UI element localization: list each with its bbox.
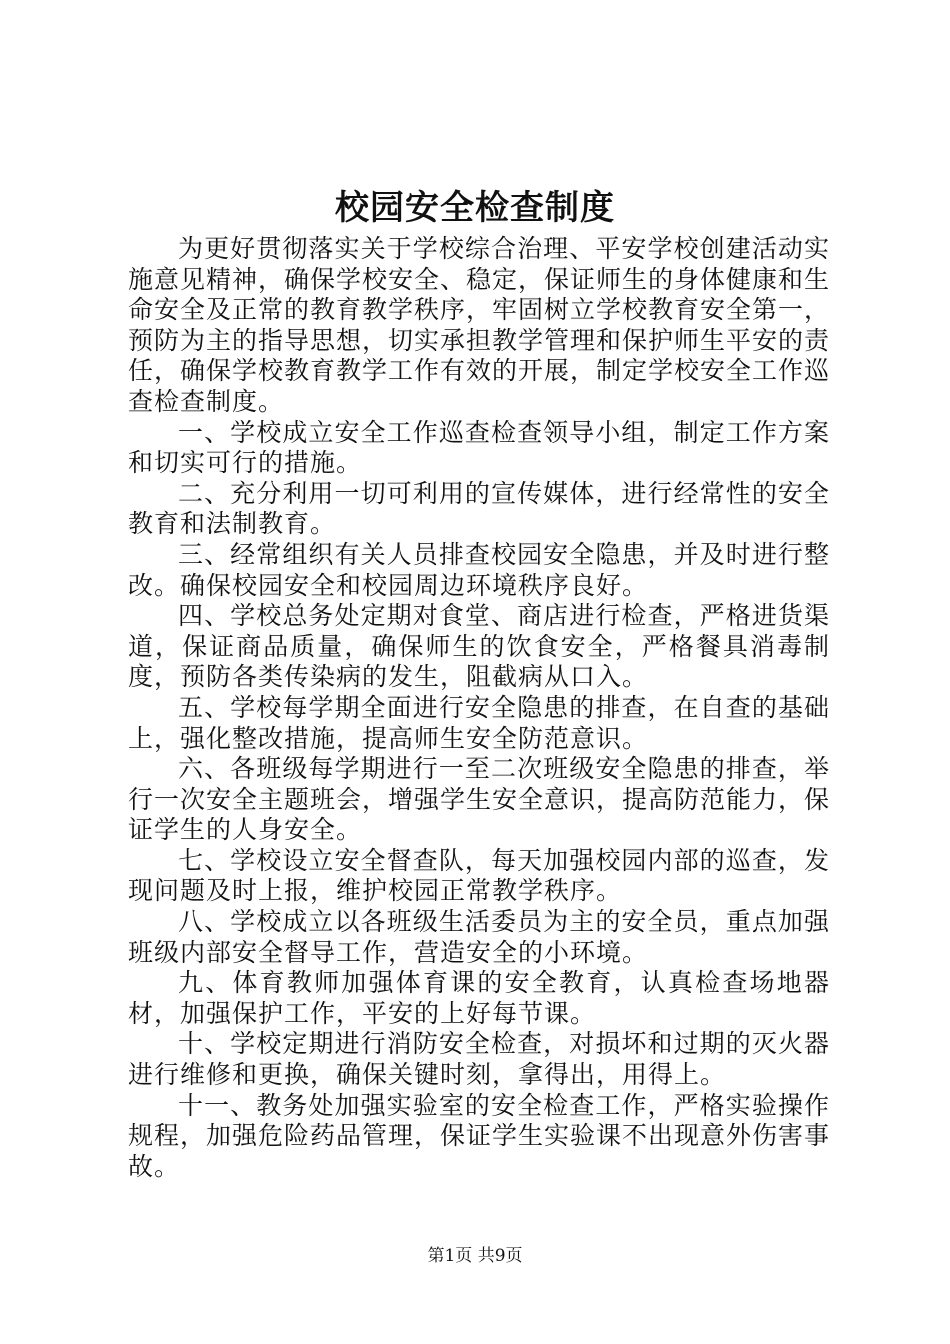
document-title: 校园安全检查制度 <box>335 188 615 228</box>
paragraph-item-11: 十一、教务处加强实验室的安全检查工作，严格实验操作规程，加强危险药品管理，保证学生实验课不出现意外伤害事故。 <box>128 1090 831 1181</box>
paragraph-item-5: 五、学校每学期全面进行安全隐患的排查，在自查的基础上，强化整改措施，提高师生安全防范意识。 <box>128 692 830 753</box>
paragraph-item-7: 七、学校设立安全督查队，每天加强校园内部的巡查，发现问题及时上报，维护校园正常教学秩序。 <box>128 845 830 906</box>
paragraph-item-4: 四、学校总务处定期对食堂、商店进行检查，严格进货渠道，保证商品质量，确保师生的饮食安全，严格餐具消毒制度，预防各类传染病的发生，阻截病从口入。 <box>128 601 830 692</box>
paragraph-item-9: 九、体育教师加强体育课的安全教育，认真检查场地器材，加强保护工作，平安的上好每节课。 <box>128 968 830 1028</box>
paragraph-item-6: 六、各班级每学期进行一至二次班级安全隐患的排查，举行一次安全主题班会，增强学生安全意识，提高防范能力，保证学生的人身安全。 <box>128 754 831 845</box>
page-footer: 第1页 共9页 <box>427 1246 523 1266</box>
paragraph-item-2: 二、充分利用一切可利用的宣传媒体，进行经常性的安全教育和法制教育。 <box>128 478 830 539</box>
paragraph-item-8: 八、学校成立以各班级生活委员为主的安全员，重点加强班级内部安全督导工作，营造安全的小环境。 <box>128 907 830 967</box>
paragraph-item-1: 一、学校成立安全工作巡查检查领导小组，制定工作方案和切实可行的措施。 <box>128 417 830 478</box>
document-body <box>128 234 830 1182</box>
paragraph-item-10: 十、学校定期进行消防安全检查，对损坏和过期的灭火器进行维修和更换，确保关键时刻，拿得出，用得上。 <box>128 1029 830 1090</box>
paragraph-item-3: 三、经常组织有关人员排查校园安全隐患，并及时进行整改。确保校园安全和校园周边环境秩序良好。 <box>128 539 830 600</box>
paragraph-intro: 为更好贯彻落实关于学校综合治理、平安学校创建活动实施意见精神，确保学校安全、稳定，保证师生的身体健康和生命安全及正常的教育教学秩序，牢固树立学校教育安全第一，预防为主的指导思想，切实承担教学管理和保护师生平安的责任，确保学校教育教学工作有效的开展，制定学校安全工作巡查检查制度。 <box>128 234 831 416</box>
